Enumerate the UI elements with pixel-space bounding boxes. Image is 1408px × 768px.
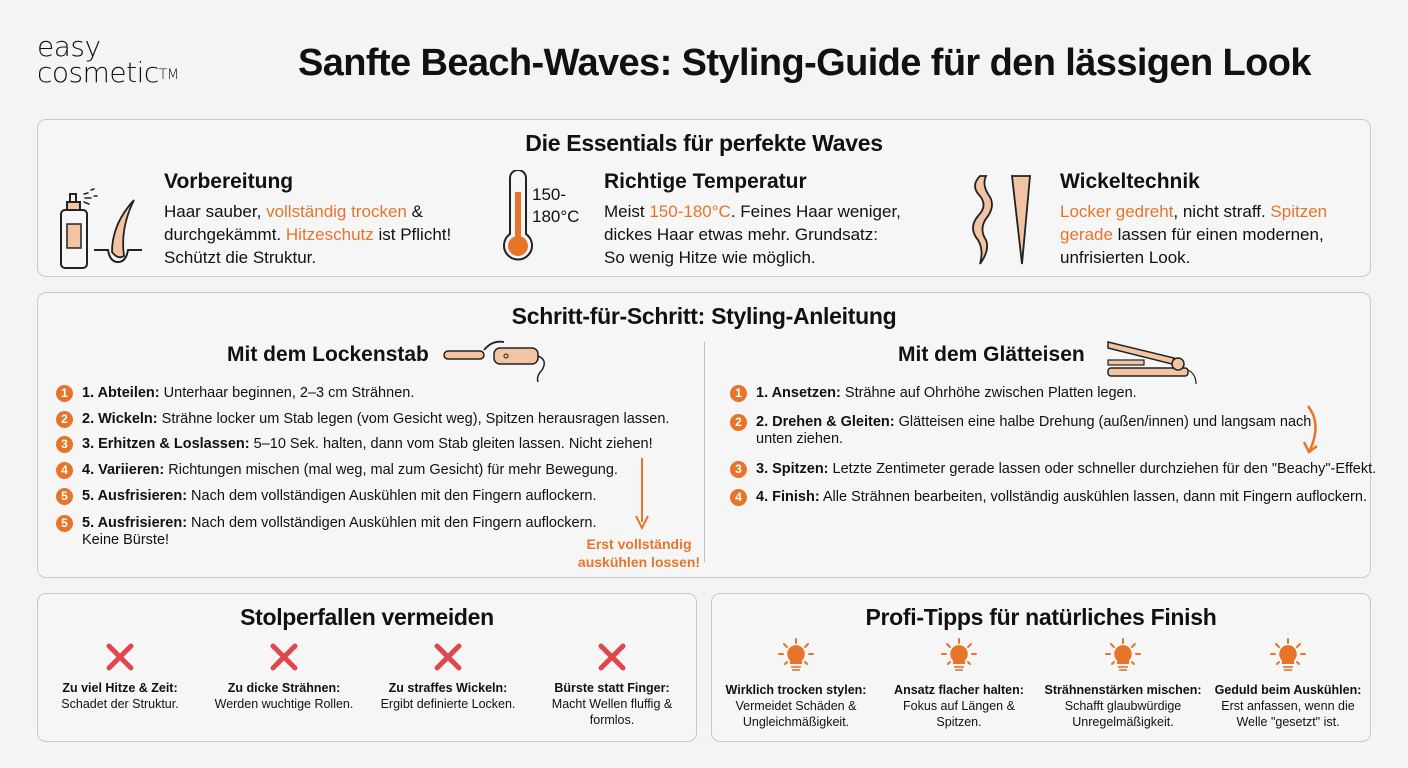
body-text: & bbox=[406, 202, 423, 221]
step-text: 4. Finish: Alle Strähnen bearbeiten, vollständig auskühlen lassen, dann mit Fingern auflockern. bbox=[756, 489, 1367, 505]
lightbulb-icon bbox=[1104, 638, 1142, 674]
tips-title: Profi-Tipps für natürliches Finish bbox=[865, 604, 1217, 630]
step-number-badge: 1 bbox=[56, 385, 73, 402]
body-text: Meist bbox=[604, 202, 650, 221]
x-mark-icon bbox=[597, 642, 627, 672]
lightbulb-icon bbox=[940, 638, 978, 674]
step-text: 3. Erhitzen & Loslassen: 5–10 Sek. halten, dann vom Stab gleiten lassen. Nicht ziehen! bbox=[82, 436, 653, 452]
column-divider bbox=[704, 342, 705, 562]
flat-iron-icon bbox=[1104, 338, 1204, 384]
tip-item: Ansatz flacher halten: Fokus auf Längen & Spitzen. bbox=[879, 638, 1039, 730]
pitfall-item: Zu viel Hitze & Zeit: Schadet der Struktur. bbox=[40, 642, 200, 712]
step-number-badge: 4 bbox=[730, 489, 747, 506]
lightbulb-icon bbox=[1269, 638, 1307, 674]
step-number-badge: 4 bbox=[56, 462, 73, 479]
pitfall-item: Bürste statt Finger: Macht Wellen fluffig & formlos. bbox=[532, 642, 692, 728]
brand-logo bbox=[37, 30, 179, 89]
lightbulb-icon bbox=[777, 638, 815, 674]
body-text: Schützt die Struktur. bbox=[164, 248, 317, 267]
step-number-badge: 5 bbox=[56, 488, 73, 505]
step-text: 2. Drehen & Gleiten: Glätteisen eine halbe Drehung (außen/innen) und langsam nach unten ziehen. bbox=[756, 414, 1312, 447]
tip-item: Wirklich trocken stylen: Vermeidet Schäden & Ungleichmäßigkeit. bbox=[716, 638, 876, 730]
steps-title: Schritt-für-Schritt: Styling-Anleitung bbox=[511, 303, 897, 329]
spray-bottle-and-hair-icon bbox=[58, 172, 168, 272]
step-text: 2. Wickeln: Strähne locker um Stab legen (vom Gesicht weg), Spitzen herausragen lassen. bbox=[82, 411, 670, 427]
x-mark-icon bbox=[433, 642, 463, 672]
highlight-text: Spitzen bbox=[1270, 202, 1328, 221]
highlight-text: Hitzeschutz bbox=[285, 225, 374, 244]
pitfalls-title: Stolperfallen vermeiden bbox=[240, 604, 494, 630]
body-text: durchgekämmt. bbox=[164, 225, 286, 244]
step-text: 1. Ansetzen: Strähne auf Ohrhöhe zwischen Platten legen. bbox=[756, 385, 1137, 401]
body-text: So wenig Hitze wie möglich. bbox=[604, 248, 816, 267]
body-text: unfrisierten Look. bbox=[1060, 248, 1191, 267]
x-mark-icon bbox=[269, 642, 299, 672]
body-text: lassen für einen modernen, bbox=[1112, 225, 1324, 244]
curling-iron-icon bbox=[442, 336, 552, 382]
step-text: 3. Spitzen: Letzte Zentimeter gerade lassen oder schneller durchziehen für den "Beachy"-Effekt. bbox=[756, 461, 1377, 477]
step-text: 1. Abteilen: Unterhaar beginnen, 2–3 cm Strähnen. bbox=[82, 385, 415, 401]
brand-line-1: easy bbox=[37, 30, 101, 63]
step-number-badge: 2 bbox=[56, 411, 73, 428]
essential-title: Vorbereitung bbox=[164, 170, 294, 193]
curling-iron-title: Mit dem Lockenstab bbox=[227, 343, 429, 366]
essential-title: Richtige Temperatur bbox=[604, 170, 807, 193]
step-number-badge: 3 bbox=[56, 436, 73, 453]
essentials-title: Die Essentials für perfekte Waves bbox=[525, 130, 883, 156]
body-text: . Feines Haar weniger, bbox=[730, 202, 901, 221]
step-number-badge: 2 bbox=[730, 414, 747, 431]
step-number-badge: 1 bbox=[730, 385, 747, 402]
thermometer-label: 150- 180°C bbox=[532, 185, 580, 226]
step-text: 4. Variieren: Richtungen mischen (mal weg, mal zum Gesicht) für mehr Bewegung. bbox=[82, 462, 618, 478]
body-text: Haar sauber, bbox=[164, 202, 267, 221]
tip-item: Geduld beim Auskühlen: Erst anfassen, wenn die Welle "gesetzt" ist. bbox=[1208, 638, 1368, 730]
curved-arrow-icon bbox=[1300, 404, 1324, 454]
essential-title: Wickeltechnik bbox=[1060, 170, 1200, 193]
highlight-text: gerade bbox=[1060, 225, 1113, 244]
cooling-note: Erst vollständig auskühlen lossen! bbox=[577, 536, 701, 570]
page-title: Sanfte Beach-Waves: Styling-Guide für den lässigen Look bbox=[298, 42, 1311, 84]
brand-line-2: cosmetic™ bbox=[37, 56, 179, 89]
arrow-down-icon bbox=[634, 458, 650, 530]
step-text: 5. Ausfrisieren: Nach dem vollständigen Auskühlen mit den Fingern auflockern. bbox=[82, 488, 597, 504]
highlight-text: vollständig trocken bbox=[266, 202, 407, 221]
highlight-text: Locker gedreht bbox=[1060, 202, 1174, 221]
highlight-text: 150-180°C bbox=[649, 202, 731, 221]
step-text: 5. Ausfrisieren: Nach dem vollständigen Auskühlen mit den Fingern auflockern. Keine Bürste! bbox=[82, 515, 597, 548]
body-text: ist Pflicht! bbox=[373, 225, 452, 244]
tip-item: Strähnenstärken mischen: Schafft glaubwürdige Unregelmäßigkeit. bbox=[1043, 638, 1203, 730]
essential-text bbox=[1060, 200, 1327, 269]
x-mark-icon bbox=[105, 642, 135, 672]
essential-item-wrapping bbox=[966, 170, 1366, 270]
body-text: , nicht straff. bbox=[1173, 202, 1271, 221]
step-number-badge: 5 bbox=[56, 515, 73, 532]
essentials-panel bbox=[37, 119, 1371, 277]
essential-item-preparation bbox=[58, 170, 508, 270]
wave-strand-icon bbox=[966, 170, 1036, 270]
body-text: dickes Haar etwas mehr. Grundsatz: bbox=[604, 225, 879, 244]
essential-text bbox=[604, 200, 901, 269]
pitfall-item: Zu straffes Wickeln: Ergibt definierte Locken. bbox=[368, 642, 528, 712]
flat-iron-title: Mit dem Glätteisen bbox=[898, 343, 1085, 366]
step-number-badge: 3 bbox=[730, 461, 747, 478]
essential-item-temperature bbox=[500, 170, 940, 270]
pitfall-item: Zu dicke Strähnen: Werden wuchtige Rollen. bbox=[204, 642, 364, 712]
essential-text bbox=[164, 200, 451, 269]
